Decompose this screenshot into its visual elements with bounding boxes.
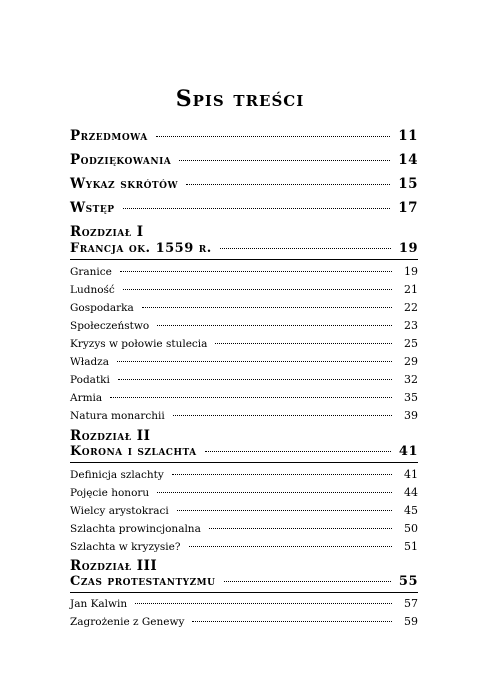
dot-leader (142, 307, 392, 308)
dot-leader (179, 160, 390, 161)
toc-page-number: 29 (404, 355, 418, 368)
toc-entry-label: Wielcy arystokraci (70, 505, 169, 517)
toc-section-entry[interactable] (70, 337, 418, 350)
dot-leader (118, 379, 392, 380)
toc-page-number: 35 (404, 391, 418, 404)
toc-entry-label: Francja ok. 1559 r. (70, 241, 212, 256)
toc-page-number: 19 (398, 241, 418, 256)
toc-section-entry[interactable] (70, 486, 418, 499)
dot-leader (177, 510, 392, 511)
toc-entry-label: Szlachta w kryzysie? (70, 541, 181, 553)
dot-leader (215, 343, 392, 344)
toc-page-number: 22 (404, 301, 418, 314)
dot-leader (224, 581, 391, 582)
dot-leader (192, 621, 392, 622)
dot-leader (156, 136, 391, 137)
toc-entry-label: Kryzys w połowie stulecia (70, 338, 208, 350)
dot-leader (157, 325, 392, 326)
toc-section-entry[interactable] (70, 373, 418, 386)
page-title: Spis treści (175, 86, 305, 112)
toc-entry-label: Podatki (70, 374, 110, 386)
toc-entry-label: Granice (70, 266, 112, 278)
dot-leader (209, 528, 392, 529)
toc-section-entry[interactable] (70, 409, 418, 422)
dot-leader (110, 397, 392, 398)
chapter-title-entry[interactable] (70, 444, 418, 459)
toc-section-entry[interactable] (70, 265, 418, 278)
toc-entry-wstep[interactable] (70, 200, 418, 216)
toc-entry-label: Podziękowania (70, 152, 172, 168)
dot-leader (117, 361, 392, 362)
chapter-divider (70, 462, 418, 463)
toc-page-number: 32 (404, 373, 418, 386)
toc-entry-label: Społeczeństwo (70, 320, 150, 332)
dot-leader (157, 492, 392, 493)
toc-entry-label: Szlachta prowincjonalna (70, 523, 201, 535)
chapter-divider (70, 259, 418, 260)
toc-page-number: 59 (404, 615, 418, 628)
toc-page-number: 14 (398, 152, 418, 168)
dot-leader (120, 271, 392, 272)
chapter-title-entry[interactable] (70, 241, 418, 256)
toc-page-number: 25 (404, 337, 418, 350)
dot-leader (172, 474, 392, 475)
toc-entry-label: Czas protestantyzmu (70, 574, 216, 589)
toc-section-entry[interactable] (70, 615, 418, 628)
toc-page-number: 44 (404, 486, 418, 499)
toc-page-number: 11 (398, 128, 418, 144)
toc-entry-label: Zagrożenie z Genewy (70, 616, 185, 628)
toc-page-number: 55 (398, 574, 418, 589)
chapter-number: Rozdział I (70, 224, 144, 240)
toc-entry-label: Natura monarchii (70, 410, 165, 422)
toc-section-entry[interactable] (70, 355, 418, 368)
chapter-divider (70, 592, 418, 593)
toc-page-number: 41 (398, 444, 418, 459)
toc-entry-label: Armia (70, 392, 103, 404)
toc-section-entry[interactable] (70, 301, 418, 314)
toc-entry-label: Korona i szlachta (70, 444, 197, 459)
chapter-number: Rozdział II (70, 428, 151, 444)
toc-page-number: 23 (404, 319, 418, 332)
toc-entry-przedmowa[interactable] (70, 128, 418, 144)
chapter-title-entry[interactable] (70, 574, 418, 589)
toc-page-number: 51 (404, 540, 418, 553)
dot-leader (220, 248, 391, 249)
toc-section-entry[interactable] (70, 468, 418, 481)
toc-section-entry[interactable] (70, 391, 418, 404)
toc-entry-label: Wstęp (70, 200, 115, 216)
dot-leader (173, 415, 392, 416)
dot-leader (123, 289, 392, 290)
toc-page-number: 50 (404, 522, 418, 535)
toc-entry-label: Władza (70, 356, 109, 368)
toc-section-entry[interactable] (70, 540, 418, 553)
toc-section-entry[interactable] (70, 504, 418, 517)
toc-page-number: 39 (404, 409, 418, 422)
toc-page-number: 45 (404, 504, 418, 517)
toc-page-number: 15 (398, 176, 418, 192)
toc-section-entry[interactable] (70, 283, 418, 296)
toc-page-number: 17 (398, 200, 418, 216)
chapter-number: Rozdział III (70, 558, 158, 574)
toc-entry-label: Wykaz skrótów (70, 176, 179, 192)
toc-page-number: 19 (404, 265, 418, 278)
toc-entry-label: Przedmowa (70, 128, 148, 144)
toc-page-number: 21 (404, 283, 418, 296)
toc-section-entry[interactable] (70, 522, 418, 535)
dot-leader (189, 546, 393, 547)
dot-leader (186, 184, 390, 185)
toc-page-number: 57 (404, 597, 418, 610)
toc-page-number: 41 (404, 468, 418, 481)
toc-entry-podziekowania[interactable] (70, 152, 418, 168)
dot-leader (135, 603, 392, 604)
toc-entry-label: Ludność (70, 284, 115, 296)
toc-entry-label: Gospodarka (70, 302, 134, 314)
toc-section-entry[interactable] (70, 319, 418, 332)
toc-entry-wykaz-skrotow[interactable] (70, 176, 418, 192)
toc-entry-label: Pojęcie honoru (70, 487, 150, 499)
dot-leader (123, 208, 391, 209)
dot-leader (205, 451, 391, 452)
toc-section-entry[interactable] (70, 597, 418, 610)
toc-entry-label: Definicja szlachty (70, 469, 164, 481)
toc-entry-label: Jan Kalwin (70, 598, 128, 610)
